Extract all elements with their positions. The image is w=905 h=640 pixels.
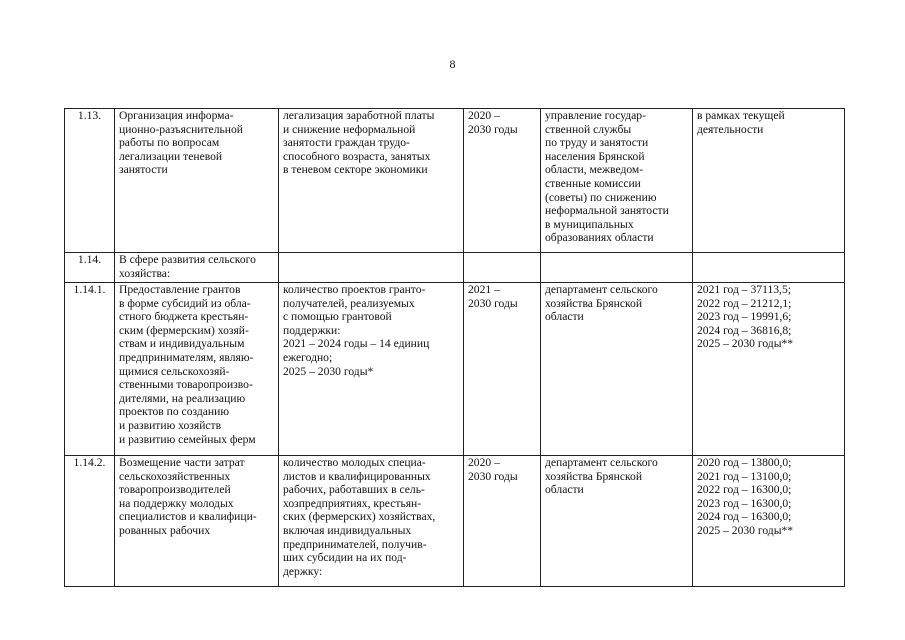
cell-line: легализации теневой	[119, 149, 223, 163]
cell-line: хозпредприятиях, крестьян-	[283, 496, 422, 510]
task-cell	[115, 109, 279, 253]
cell-line: 2030 годы	[468, 122, 518, 136]
cell-line: ственной службы	[545, 122, 632, 136]
cell-line: образованиях области	[545, 231, 654, 245]
cell-line: легализация заработной платы	[283, 109, 435, 122]
cell-line: хозяйства Брянской	[545, 469, 643, 483]
cell-line: 2025 – 2030 годы**	[697, 337, 794, 351]
cell-line: ших субсидии на их под-	[283, 551, 407, 565]
indicator-cell	[279, 283, 464, 456]
cell-line: 2030 годы	[468, 469, 518, 483]
period-cell	[464, 253, 541, 283]
funding-cell	[693, 109, 845, 253]
executor-cell	[541, 253, 693, 283]
cell-line: сельскохозяйственных	[119, 469, 231, 483]
cell-line: 2024 год – 36816,8;	[697, 323, 792, 337]
row-number: 1.14.1.	[65, 283, 115, 456]
cell-line: населения Брянской	[545, 149, 645, 163]
executor-cell	[541, 456, 693, 587]
cell-line: на поддержку молодых	[119, 496, 234, 510]
cell-line: ствам и индивидуальным	[119, 337, 245, 351]
cell-line: в форме субсидий из обла-	[119, 296, 251, 310]
cell-line: ских (фермерских) хозяйствах,	[283, 510, 436, 524]
indicator-cell	[279, 253, 464, 283]
cell-line: управление государ-	[545, 109, 646, 122]
cell-line: неформальной занятости	[545, 204, 669, 218]
cell-line: специалистов и квалифици-	[119, 510, 257, 524]
cell-line: предпринимателей, получив-	[283, 537, 427, 551]
cell-line: 2020 –	[468, 109, 500, 122]
cell-line: с помощью грантовой	[283, 310, 392, 324]
table-row	[65, 109, 845, 253]
table-row	[65, 456, 845, 587]
cell-line: занятости	[119, 163, 168, 177]
cell-line: количество молодых специа-	[283, 456, 426, 469]
cell-line: стного бюджета крестьян-	[119, 310, 249, 324]
cell-line: рабочих, работавших в сель-	[283, 483, 425, 497]
cell-line: поддержки:	[283, 323, 341, 337]
cell-line: по труду и занятости	[545, 136, 649, 150]
cell-line: 2025 – 2030 годы**	[697, 523, 794, 537]
period-cell	[464, 109, 541, 253]
cell-line: В сфере развития сельского	[119, 253, 256, 266]
cell-line: Возмещение части затрат	[119, 456, 245, 469]
measures-table	[64, 108, 845, 587]
cell-line: способного возраста, занятых	[283, 149, 431, 163]
cell-line: занятости граждан трудо-	[283, 136, 410, 150]
cell-line: 2022 год – 21212,1;	[697, 296, 792, 310]
cell-line: и снижение неформальной	[283, 122, 416, 136]
cell-line: (советы) по снижению	[545, 190, 657, 204]
cell-line: 2030 годы	[468, 296, 518, 310]
indicator-cell	[279, 109, 464, 253]
cell-line: и развитию хозяйств	[119, 418, 222, 432]
cell-line: области, межведом-	[545, 163, 644, 177]
cell-line: щимися сельскохозяй-	[119, 364, 230, 378]
cell-line: рованных рабочих	[119, 523, 211, 537]
cell-line: проектов по созданию	[119, 405, 229, 419]
cell-line: ственные комиссии	[545, 176, 641, 190]
cell-line: в рамках текущей	[697, 109, 785, 122]
cell-line: Организация информа-	[119, 109, 234, 122]
cell-line: листов и квалифицированных	[283, 469, 431, 483]
cell-line: работы по вопросам	[119, 136, 220, 150]
task-cell	[115, 253, 279, 283]
cell-line: 2025 – 2030 годы*	[283, 364, 374, 378]
period-cell	[464, 283, 541, 456]
cell-line: включая индивидуальных	[283, 523, 412, 537]
cell-line: 2020 –	[468, 456, 500, 469]
task-cell	[115, 283, 279, 456]
cell-line: ственными товаропроизво-	[119, 378, 253, 392]
cell-line: товаропроизводителей	[119, 483, 231, 497]
cell-line: 2021 –	[468, 283, 500, 296]
cell-line: Предоставление грантов	[119, 283, 241, 296]
cell-line: ежегодно;	[283, 350, 333, 364]
cell-line: 2020 год – 13800,0;	[697, 456, 792, 469]
cell-line: 2024 год – 16300,0;	[697, 510, 792, 524]
executor-cell	[541, 109, 693, 253]
row-number: 1.14.	[65, 253, 115, 283]
table-row	[65, 253, 845, 283]
funding-cell	[693, 253, 845, 283]
cell-line: хозяйства Брянской	[545, 296, 643, 310]
table-row	[65, 283, 845, 456]
indicator-cell	[279, 456, 464, 587]
cell-line: и развитию семейных ферм	[119, 432, 256, 446]
executor-cell	[541, 283, 693, 456]
cell-line: в теневом секторе экономики	[283, 163, 428, 177]
period-cell	[464, 456, 541, 587]
row-number: 1.13.	[65, 109, 115, 253]
cell-line: департамент сельского	[545, 456, 658, 469]
row-number: 1.14.2.	[65, 456, 115, 587]
cell-line: получателей, реализуемых	[283, 296, 415, 310]
cell-line: области	[545, 310, 584, 324]
cell-line: дителями, на реализацию	[119, 391, 246, 405]
cell-line: хозяйства:	[119, 266, 171, 280]
cell-line: 2023 год – 16300,0;	[697, 496, 792, 510]
cell-line: области	[545, 483, 584, 497]
cell-line: департамент сельского	[545, 283, 658, 296]
cell-line: 2022 год – 16300,0;	[697, 483, 792, 497]
cell-line: 2021 – 2024 годы – 14 единиц	[283, 337, 430, 351]
cell-line: ским (фермерским) хозяй-	[119, 323, 249, 337]
funding-cell	[693, 456, 845, 587]
cell-line: 2023 год – 19991,6;	[697, 310, 792, 324]
page-number: 8	[449, 57, 456, 71]
cell-line: количество проектов гранто-	[283, 283, 426, 296]
cell-line: предпринимателям, являю-	[119, 350, 254, 364]
cell-line: 2021 год – 37113,5;	[697, 283, 791, 296]
cell-line: ционно-разъяснительной	[119, 122, 243, 136]
task-cell	[115, 456, 279, 587]
cell-line: деятельности	[697, 122, 764, 136]
funding-cell	[693, 283, 845, 456]
cell-line: в муниципальных	[545, 217, 634, 231]
cell-line: держку:	[283, 564, 323, 578]
cell-line: 2021 год – 13100,0;	[697, 469, 792, 483]
